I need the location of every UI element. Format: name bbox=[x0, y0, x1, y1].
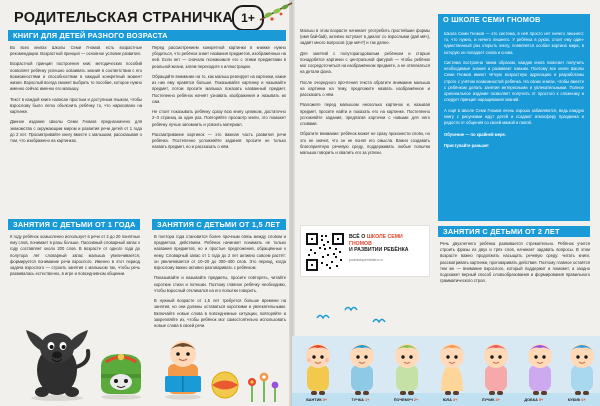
character-name-labels bbox=[294, 395, 598, 404]
characters-row bbox=[296, 337, 596, 395]
books-col2-p4: Рассматривание картинок — это важная часть развития речи ребёнка. Постепенно усложняйте задания: просите не только назвать предмет, но и рассказать о нём. bbox=[152, 131, 286, 150]
character-yula bbox=[432, 339, 472, 395]
illustration-left-bottom bbox=[4, 294, 288, 404]
from-1-5-p1: В полтора года становится более прочным связь между словом и предметом, действием. Ребёнок начинает понимать не только названия предметов, но и простые предложения, обращённые к нему. Словарный запас от 1 года до 2 лет активно совсем растёт: он увеличивается от 10–20 до 300–400 слов. Это период, когда взрослому важно активно разговаривать с ребёнком. bbox=[154, 234, 286, 271]
character-dobka bbox=[520, 339, 560, 395]
char-label-1: ТУЧКА 1+ bbox=[351, 397, 370, 402]
section-header-from-1-year: ЗАНЯТИЯ С ДЕТЬМИ ОТ 1 ГОДА bbox=[8, 219, 140, 230]
char-label-5: ДОБКА 5+ bbox=[524, 397, 544, 402]
section-header-from-1-5-years: ЗАНЯТИЯ С ДЕТЬМИ ОТ 1,5 ЛЕТ bbox=[152, 219, 286, 230]
char-label-6: КУБИК 6+ bbox=[567, 397, 586, 402]
school-cta-2: Приступайте раньше! bbox=[444, 142, 489, 148]
books-col2-p1: Перед рассмотрением конкретной картинки в книжке нужно убедиться, что ребёнок знает названия предметов, изображённых на ней. Если нет — сначала познакомьте его с этими предметами в реальной жизни, затем переходите к иллюстрации. bbox=[152, 45, 286, 69]
books-col1-p3: Текст в каждой книге написан простым и доступным языком, чтобы взрослому было легко объяснить ребёнку то, что нарисовано на картинке. bbox=[10, 96, 142, 115]
about-school-text bbox=[444, 31, 584, 149]
promo-title-post: И РАЗВИТИИ РЕБЁНКА bbox=[349, 247, 409, 253]
age-badge: 1+ bbox=[232, 5, 264, 31]
right-main-column bbox=[300, 28, 430, 218]
school-cta-1: Обучение — по крайней мере. bbox=[444, 132, 507, 138]
char-label-4: ЛУЧИК 4+ bbox=[481, 397, 500, 402]
from-2-years-p1: Речь двухлетнего ребёнка развивается стремительно. Ребёнок учится строить фразы из двух и трёх слов, начинает задавать вопросы. В этом возрасте важно продолжать насыщать речевую среду: читать книги, рассматривать картинки, проговаривать действия. Поэтому главное остаётся тем же — внимание взрослого, который поддержит и поможет, а заодно подскажет верный способ словообразования и формирования правильного грамматического строя. bbox=[440, 241, 590, 284]
char-label-3: ЮЛА 3+ bbox=[442, 397, 458, 402]
character-luchik bbox=[476, 337, 516, 395]
about-school-box bbox=[438, 25, 590, 221]
books-col1-p2: Возрастной принцип построения книг, методических пособий позволяет ребёнку успешно осваивать знания в соответствии с его возможностями и способностями в каждый конкретный момент жизни. Взрослый всегда сможет выбрать то пособие, которое нужно именно сейчас именно его малышу. bbox=[10, 61, 142, 92]
promo-title-org: ШКОЛЕ СЕМИ ГНОМОВ bbox=[349, 234, 403, 247]
from-1-5-p3: В нужный возрасте от 1,5 лет требуется больше времени на занятия, но они должны оставаться короткими и увлекательными. Включайте новые слова в повседневные ситуации, повторяйте и закрепляйте их, чтобы ребёнок мог самостоятельно использовать новые слова в своей речи. bbox=[154, 298, 286, 329]
character-pochemuch bbox=[386, 339, 428, 395]
character-bantik bbox=[298, 339, 338, 395]
right-col-p5: Обратите внимание: ребёнок может не сразу произнести слово, но это не значит, что он не понял его смысла. Важно создавать благоприятную речевую среду, поддерживать любые попытки малыша говорить и хвалить его за успехи. bbox=[300, 131, 430, 155]
from-1-5-p2: Показывайте и называйте предметы, просите повторять, читайте короткие стихи и потешки. Поэтому главное ребёнку необходимо, чтобы взрослый откликался на его попытки говорить. bbox=[154, 275, 286, 293]
right-col-p1: Малыш в этом возрасте начинает употребить простейшие формы (имя бай-бай), активно вступает в диалог со взрослыми (дай мяч), задаёт много вопросов (где мяч?) и так далее. bbox=[300, 28, 430, 46]
promo-url[interactable]: podrastayembistro.ru bbox=[349, 257, 383, 262]
section-header-from-2-years: ЗАНЯТИЯ С ДЕТЬМИ ОТ 2 ЛЕТ bbox=[438, 226, 590, 237]
school-p2: Система построена таким образом, каждая книга помогает получить необходимые знания и развивает навыки. Поэтому все книги Школы Семи Гномов имеют чёткую возрастную адресацию и разработаны строго с учётом возможностей ребёнка. На своих книгах, чтобы вместе с ребёнком делать занятия интересными и увлекательными. Полное оригинальное издание позволяет получить от простого к сложному и следует принцип наращивания знаний. bbox=[444, 59, 584, 103]
char-label-2: ПОЧЕМУЧ 2+ bbox=[393, 397, 419, 402]
qr-code[interactable] bbox=[305, 232, 345, 272]
character-tuchka bbox=[342, 337, 382, 395]
right-col-p3: После очередного прочтения текста обратите внимание малыша на картинки на тему, предложите назвать изображённое и рассказать о нём. bbox=[300, 79, 430, 98]
promo-title bbox=[349, 234, 427, 254]
school-p3: А ещё в Школе Семи Гномов очень хорошо забавляются, ведь каждую книгу с рисунками ждут детей и создают атмосферу праздника и радости от общения со своей мамой и папой. bbox=[444, 107, 584, 126]
promo-title-pre: ВСЁ О bbox=[349, 234, 367, 240]
page-title: РОДИТЕЛЬСКАЯ СТРАНИЧКА bbox=[14, 10, 234, 26]
char-label-0: БАНТИК 0+ bbox=[306, 397, 328, 402]
section-header-books: КНИГИ ДЛЯ ДЕТЕЙ РАЗНОГО ВОЗРАСТА bbox=[8, 30, 286, 41]
school-p1: Школа Семи Гномов — это система, в неё просто нет ничего лишнего: то, что нужно, и ничего лишнего. У ребёнка в руках, стоит ему один-единственный раз открыть книгу, появляется особая картина мира, в которую он попадает снова и снова. bbox=[444, 31, 584, 55]
books-col2-p3: Не стоит показывать ребёнку сразу всю книгу целиком, достаточно 2–3 страниц за один раз. Повторяйте просмотр книги, это поможет ребёнку лучше запомнить и усвоить материал. bbox=[152, 109, 286, 127]
books-column-2 bbox=[152, 45, 286, 215]
character-kubik bbox=[562, 337, 600, 395]
branch-decoration bbox=[258, 0, 294, 30]
right-col-p2: Для занятий с полуторагодовалым ребёнком и старше понадобятся картинки с центральной фигурой — чтобы ребёнок мог сосредоточиться на изображённом предмете, а не отвлекаться на детали фона. bbox=[300, 50, 430, 75]
books-column-1 bbox=[10, 45, 142, 215]
books-col1-p1: Во всех книгах Школы Семи Гномов есть возрастные рекомендации. Возрастной принцип — основное условие развития. bbox=[10, 45, 142, 57]
books-col2-p2: Обращайте внимание на то, как малыш реагирует на картинки, какие из них ему нравятся больше. Показывайте картинку и называйте предмет, потом просите малыша показать названный предмет. Постепенно ребёнок начнёт узнавать изображения и называть их сам. bbox=[152, 73, 286, 104]
books-col1-p4: Данное издание Школы Семи Гномов предназначено для знакомства с окружающим миром и развития речи детей от 1 года до 2 лет. Просматривайте книгу вместе с малышом, рассказывая о том, что изображено на картинках. bbox=[10, 119, 142, 144]
from-2-years-text bbox=[440, 241, 590, 299]
promo-card[interactable] bbox=[300, 225, 430, 277]
section-header-about-school: О ШКОЛЕ СЕМИ ГНОМОВ bbox=[438, 14, 590, 25]
right-col-p4: Разложите перед малышом несколько картинок и, называя предмет, просите найти и показать его на картинке. Постепенно усложняйте задания, предлагая карточки с новыми для него словами. bbox=[300, 102, 430, 127]
from-1-year-p1: К году ребёнок осмысленно использует в речи от 2 до 20 понятных ему слов, понимает в разы больше. Пассивный словарный запас к году составляет около 200 слов. В возрасте от одного года до полутора лет словарный запас малыша увеличивается, формируется понимание речи взрослого. Именно в этот период задача взрослого — строить занятия с малышом так, чтобы речь развивалась естественно, в игре и повседневном общении. bbox=[10, 234, 140, 277]
